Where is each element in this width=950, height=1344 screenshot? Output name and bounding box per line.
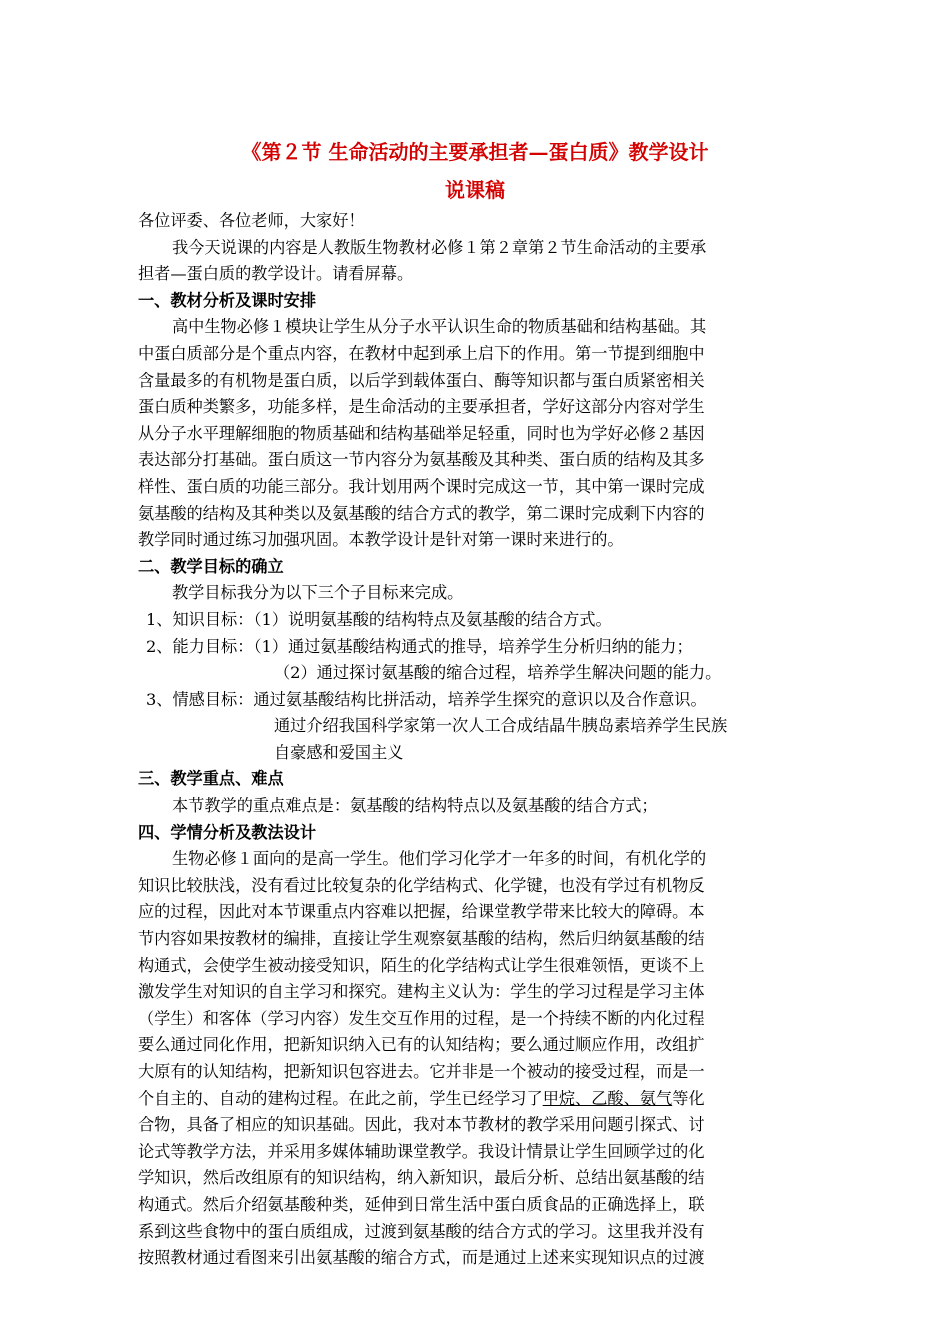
objective-item: 3、情感目标：通过氨基酸结构比拼活动，培养学生探究的意识以及合作意识。 [146, 689, 707, 709]
objective-subitem: （2）通过探讨氨基酸的缩合过程，培养学生解决问题的能力。 [274, 663, 722, 683]
paragraph-line: 我今天说课的内容是人教版生物教材必修１第２章第２节生命活动的主要承 [172, 237, 707, 257]
paragraph-line: 大原有的认知结构，把新知识包容进去。它并非是一个被动的接受过程，而是一 [138, 1062, 705, 1081]
text-segment: 等化 [672, 1088, 705, 1108]
paragraph-line: 教学同时通过练习加强巩固。本教学设计是针对第一课时来进行的。 [138, 530, 624, 550]
paragraph-line: 教学目标我分为以下三个子目标来完成。 [172, 583, 464, 603]
paragraph-line: 学知识，然后改组原有的知识结构，纳入新知识，最后分析、总结出氨基酸的结 [138, 1168, 705, 1188]
objective-item: 1、知识目标：（1）说明氨基酸的结构特点及氨基酸的结合方式。 [146, 609, 612, 629]
paragraph-line: （学生）和客体（学习内容）发生交互作用的过程，是一个持续不断的内化过程 [138, 1008, 705, 1028]
underlined-compounds: 甲烷、乙酸、氨气 [542, 1088, 673, 1108]
paragraph-line: 应的过程，因此对本节课重点内容难以把握，给课堂教学带来比较大的障碍。本 [138, 902, 705, 922]
paragraph-line: 本节教学的重点难点是：氨基酸的结构特点以及氨基酸的结合方式； [172, 796, 658, 816]
paragraph-line: 含量最多的有机物是蛋白质，以后学到载体蛋白、酶等知识都与蛋白质紧密相关 [138, 370, 705, 390]
text-segment: 个自主的、自动的建构过程。在此之前，学生已经学习了 [138, 1088, 543, 1108]
paragraph-line: 中蛋白质部分是个重点内容，在教材中起到承上启下的作用。第一节提到细胞中 [138, 343, 705, 363]
paragraph-line: 样性、蛋白质的功能三部分。我计划用两个课时完成这一节，其中第一课时完成 [138, 476, 705, 496]
document-subtitle: 说课稿 [445, 178, 505, 202]
paragraph-line: 氨基酸的结构及其种类以及氨基酸的结合方式的教学，第二课时完成剩下内容的 [138, 503, 705, 523]
paragraph-line: 要么通过同化作用，把新知识纳入已有的认知结构；要么通过顺应作用，改组扩 [138, 1035, 705, 1055]
paragraph-line: 合物，具备了相应的知识基础。因此，我对本节教材的教学采用问题引探式、讨 [138, 1115, 705, 1135]
section-heading: 二、教学目标的确立 [138, 556, 284, 576]
objective-item: 2、能力目标：（1）通过氨基酸结构通式的推导，培养学生分析归纳的能力； [146, 636, 693, 656]
document-title: 《第２节 生命活动的主要承担者—蛋白质》教学设计 [241, 140, 709, 164]
paragraph-line: 论式等教学方法，并采用多媒体辅助课堂教学。我设计情景让学生回顾学过的化 [138, 1141, 705, 1161]
paragraph-line [138, 1086, 812, 1113]
paragraph-line: 构通式，会使学生被动接受知识，陌生的化学结构式让学生很难领悟，更谈不上 [138, 955, 705, 975]
paragraph-line: 表达部分打基础。蛋白质这一节内容分为氨基酸及其种类、蛋白质的结构及其多 [138, 450, 705, 470]
paragraph-line: 激发学生对知识的自主学习和探究。建构主义认为：学生的学习过程是学习主体 [138, 982, 705, 1002]
section-heading: 一、教材分析及课时安排 [138, 290, 317, 310]
paragraph-line: 担者—蛋白质的教学设计。请看屏幕。 [138, 264, 414, 284]
document-body [138, 208, 812, 1272]
paragraph-line: 知识比较肤浅，没有看过比较复杂的化学结构式、化学键，也没有学过有机物反 [138, 875, 705, 895]
paragraph-line: 高中生物必修１模块让学生从分子水平认识生命的物质基础和结构基础。其 [172, 317, 707, 337]
paragraph-line: 从分子水平理解细胞的物质基础和结构基础举足轻重，同时也为学好必修２基因 [138, 423, 705, 443]
objective-subitem: 通过介绍我国科学家第一次人工合成结晶牛胰岛素培养学生民族 [274, 716, 728, 736]
paragraph-line: 生物必修１面向的是高一学生。他们学习化学才一年多的时间，有机化学的 [172, 849, 707, 869]
objective-subitem: 自豪感和爱国主义 [274, 742, 404, 762]
section-heading: 三、教学重点、难点 [138, 769, 284, 789]
section-heading: 四、学情分析及教法设计 [138, 822, 317, 842]
paragraph-line: 构通式。然后介绍氨基酸种类，延伸到日常生活中蛋白质食品的正确选择上，联 [138, 1194, 705, 1214]
paragraph-line: 节内容如果按教材的编排，直接让学生观察氨基酸的结构，然后归纳氨基酸的结 [138, 929, 705, 949]
paragraph-line: 蛋白质种类繁多，功能多样，是生命活动的主要承担者，学好这部分内容对学生 [138, 397, 705, 417]
paragraph-line: 系到这些食物中的蛋白质组成，过渡到氨基酸的结合方式的学习。这里我并没有 [138, 1221, 705, 1241]
greeting-line: 各位评委、各位老师，大家好！ [138, 211, 365, 230]
paragraph-line: 按照教材通过看图来引出氨基酸的缩合方式，而是通过上述来实现知识点的过渡 [138, 1248, 705, 1268]
